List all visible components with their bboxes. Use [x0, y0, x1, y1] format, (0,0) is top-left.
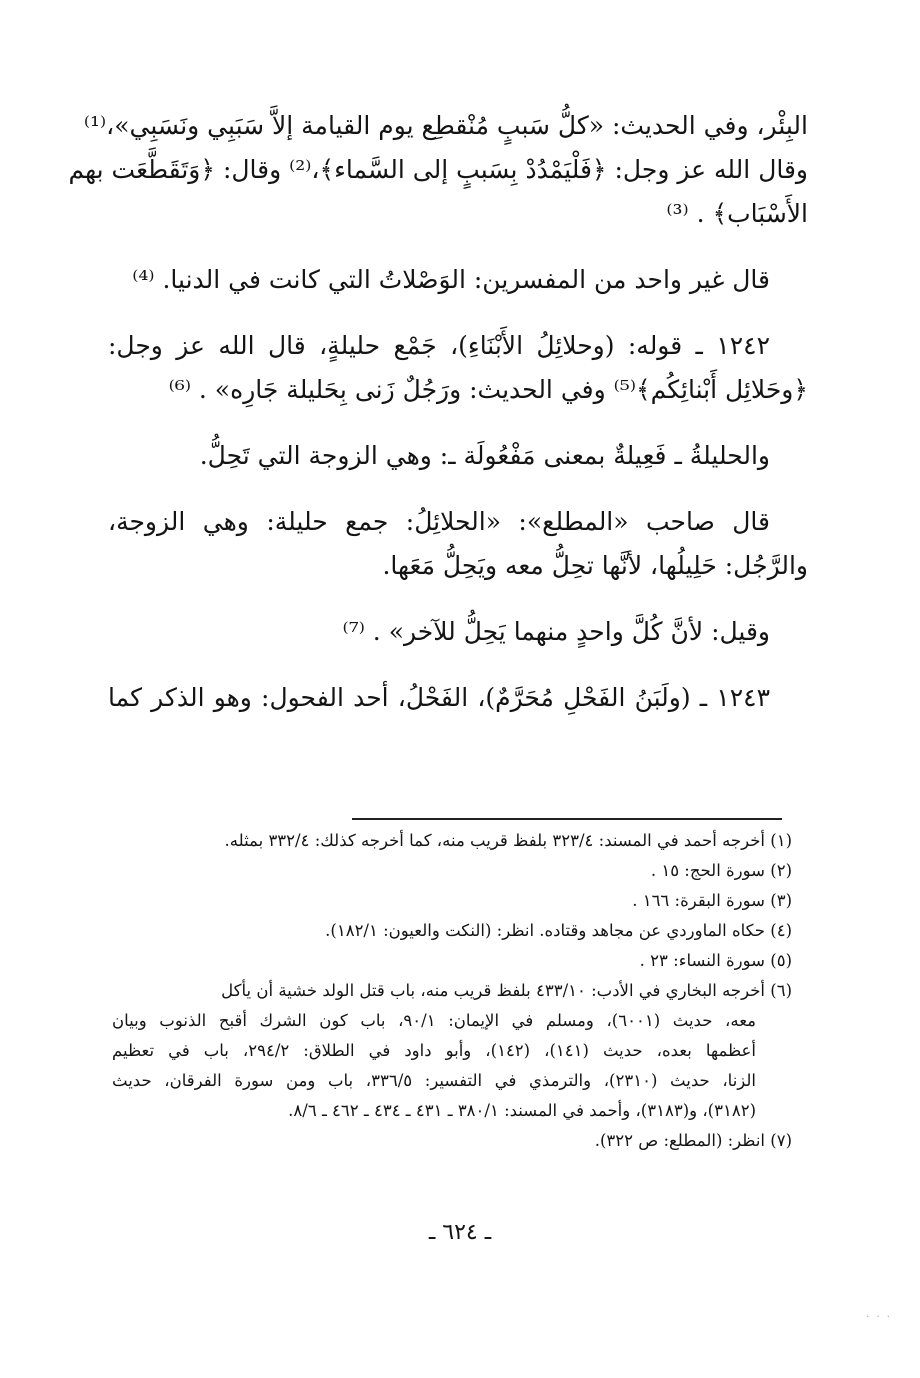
footnote-6-continuation: الزنا، حديث (٢٣١٠)، والترمذي في التفسير: ٣٣٦/٥، باب ومن سورة الفرقان، حديث [112, 1071, 756, 1090]
footnote-1 [112, 826, 792, 856]
footnote-text: أخرجه أحمد في المسند: ٣٢٣/٤ بلفظ قريب منه، كما أخرجه كذلك: ٣٣٢/٤ بمثله. [224, 831, 765, 850]
footnote-text: أخرجه البخاري في الأدب: ٤٣٣/١٠ بلفظ قريب منه، باب قتل الولد خشية أن يأكل [221, 981, 765, 1000]
body-line: ١٢٤٣ ـ (ولَبَنُ الفَحْلِ مُحَرَّمٌ)، الفَحْلُ، أحد الفحول: وهو الذكر كما [108, 683, 770, 712]
footnote-3 [112, 886, 792, 916]
footnote-text: انظر: (المطلع: ص ٣٢٢). [594, 1131, 765, 1150]
footnote-7 [112, 1126, 792, 1156]
body-line: وقيل: لأنَّ كُلَّ واحدٍ منهما يَحِلُّ للآخر» . ⁽⁷⁾ [342, 617, 770, 646]
footnote-6-continuation: (٣١٨٢)، و(٣١٨٣)، وأحمد في المسند: ٣٨٠/١ ـ ٤٣١ ـ ٤٣٤ ـ ٤٦٢ ـ ٨/٦. [288, 1101, 756, 1120]
footnote-number: (٢) [770, 861, 792, 880]
footnote-number: (٦) [770, 981, 792, 1000]
footnote-text: سورة الحج: ١٥ . [650, 861, 765, 880]
body-line: الأَسْبَاب﴾ . ⁽³⁾ [666, 199, 808, 228]
footnote-6-continuation: معه، حديث (٦٠٠١)، ومسلم في الإيمان: ٩٠/١، باب كون الشرك أقبح الذنوب وبيان [112, 1011, 756, 1030]
footnote-6-continuation: أعظمها بعده، حديث (١٤١)، (١٤٢)، وأبو داود في الطلاق: ٢٩٤/٢، باب في تعظيم [112, 1041, 756, 1060]
footnote-number: (٤) [770, 921, 792, 940]
page-number: ـ ٦٢٤ ـ [428, 1220, 492, 1245]
main-text [68, 104, 808, 720]
footnote-number: (٧) [770, 1131, 792, 1150]
footnote-number: (١) [770, 831, 792, 850]
footnote-text: سورة البقرة: ١٦٦ . [632, 891, 765, 910]
footnote-6 [112, 976, 792, 1006]
body-line: ١٢٤٢ ـ قوله: (وحلائِلُ الأَبْنَاءِ)، جَمْع حليلةٍ، قال الله عز وجل: [108, 331, 770, 360]
body-line: قال صاحب «المطلع»: «الحلائِلُ: جمع حليلة: وهي الزوجة، [108, 507, 770, 536]
footnote-separator [352, 818, 782, 820]
scan-speckle: · · · [866, 1312, 892, 1323]
body-line: وقال الله عز وجل: ﴿فَلْيَمْدُدْ بِسَببٍ إلى السَّماء﴾،⁽²⁾ وقال: ﴿وَتَقَطَّعَت بهم [68, 155, 808, 184]
footnote-5 [112, 946, 792, 976]
footnote-4 [112, 916, 792, 946]
footnote-text: حكاه الماوردي عن مجاهد وقتاده. انظر: (النكت والعيون: ١٨٢/١). [325, 921, 765, 940]
body-line: ﴿وحَلائِل أَبْنائِكُم﴾⁽⁵⁾ وفي الحديث: ورَجُلٌ زَنى بِحَليلة جَارِه» . ⁽⁶⁾ [168, 375, 808, 404]
footnote-number: (٥) [770, 951, 792, 970]
footnote-2 [112, 856, 792, 886]
body-line: قال غير واحد من المفسرين: الوَصْلاتُ التي كانت في الدنيا. ⁽⁴⁾ [132, 265, 770, 294]
body-line: البِئْر، وفي الحديث: «كلُّ سَببٍ مُنْقطِع يوم القيامة إلاَّ سَبَبِي ونَسَبِي»،⁽¹⁾ [83, 111, 808, 140]
footnote-text: سورة النساء: ٢٣ . [639, 951, 765, 970]
footnotes [112, 826, 792, 1156]
body-line: والرَّجُل: حَلِيلُها، لأنَّها تحِلُّ معه ويَحِلُّ مَعَها. [382, 551, 808, 580]
body-line: والحليلةُ ـ فَعِيلةٌ بمعنى مَفْعُولَة ـ: وهي الزوجة التي تَحِلُّ. [199, 441, 770, 470]
footnote-number: (٣) [770, 891, 792, 910]
